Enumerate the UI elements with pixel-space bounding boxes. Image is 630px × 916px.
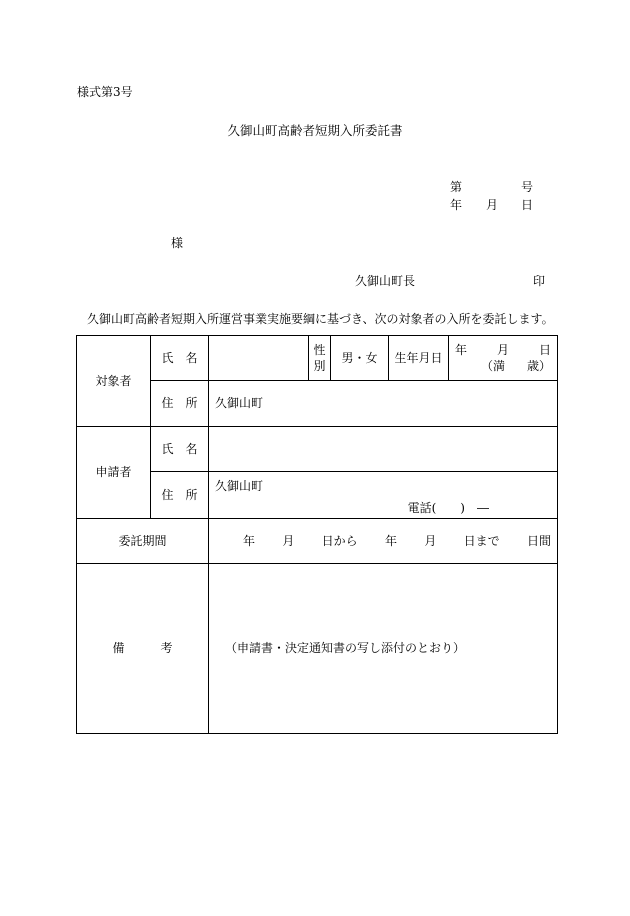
applicant-address-field[interactable]	[209, 472, 558, 519]
subject-label: 対象者	[77, 336, 151, 427]
applicant-label: 申請者	[77, 427, 151, 519]
period-days: 日間	[526, 533, 551, 548]
issue-date-day: 日	[521, 198, 534, 212]
form-number: 様式第3号	[77, 85, 133, 99]
subject-name-label: 氏 名	[151, 336, 209, 381]
subject-address-label: 住 所	[151, 381, 209, 427]
period-to-month: 月	[424, 533, 437, 548]
dob-day: 日	[538, 342, 551, 357]
applicant-name-row	[77, 427, 558, 472]
issue-date-month: 月	[486, 198, 499, 212]
period-from-month: 月	[282, 533, 295, 548]
consignment-table	[76, 335, 558, 734]
subject-name-row	[77, 336, 558, 381]
dob-month: 月	[496, 342, 509, 357]
gender-label: 性 別	[309, 336, 331, 381]
subject-address-field[interactable]: 久御山町	[209, 381, 558, 427]
applicant-name-label: 氏 名	[151, 427, 209, 472]
dob-year: 年	[455, 342, 468, 357]
period-row	[77, 519, 558, 564]
applicant-name-field[interactable]	[209, 427, 558, 472]
age-close: 歳）	[526, 359, 551, 373]
period-field[interactable]	[209, 519, 558, 564]
period-label: 委託期間	[77, 519, 209, 564]
document-number-suffix: 号	[521, 180, 534, 194]
remarks-row	[77, 564, 558, 734]
dob-label: 生年月日	[389, 336, 449, 381]
addressee-suffix: 様	[171, 236, 184, 250]
period-from-year: 年	[243, 533, 256, 548]
body-text: 久御山町高齢者短期入所運営事業実施要綱に基づき、次の対象者の入所を委託します。	[87, 312, 554, 326]
age-open: （満	[481, 359, 506, 373]
period-from-day: 日から	[321, 533, 358, 548]
applicant-address-value: 久御山町	[215, 479, 264, 493]
subject-name-field[interactable]	[209, 336, 309, 381]
applicant-phone: 電話( ) ―	[407, 501, 489, 516]
seal-mark: 印	[533, 274, 546, 288]
dob-field[interactable]	[449, 336, 558, 381]
document-title: 久御山町高齢者短期入所委託書	[227, 123, 403, 138]
issuer-title: 久御山町長	[355, 274, 416, 288]
period-to-year: 年	[384, 533, 397, 548]
issue-date-year: 年	[450, 198, 463, 212]
document-number-prefix: 第	[450, 180, 463, 194]
applicant-address-label: 住 所	[151, 472, 209, 519]
remarks-field[interactable]: （申請書・決定通知書の写し添付のとおり）	[209, 564, 558, 734]
period-to-day: 日まで	[463, 533, 500, 548]
gender-options[interactable]: 男・女	[331, 336, 389, 381]
remarks-label: 備 考	[77, 564, 209, 734]
